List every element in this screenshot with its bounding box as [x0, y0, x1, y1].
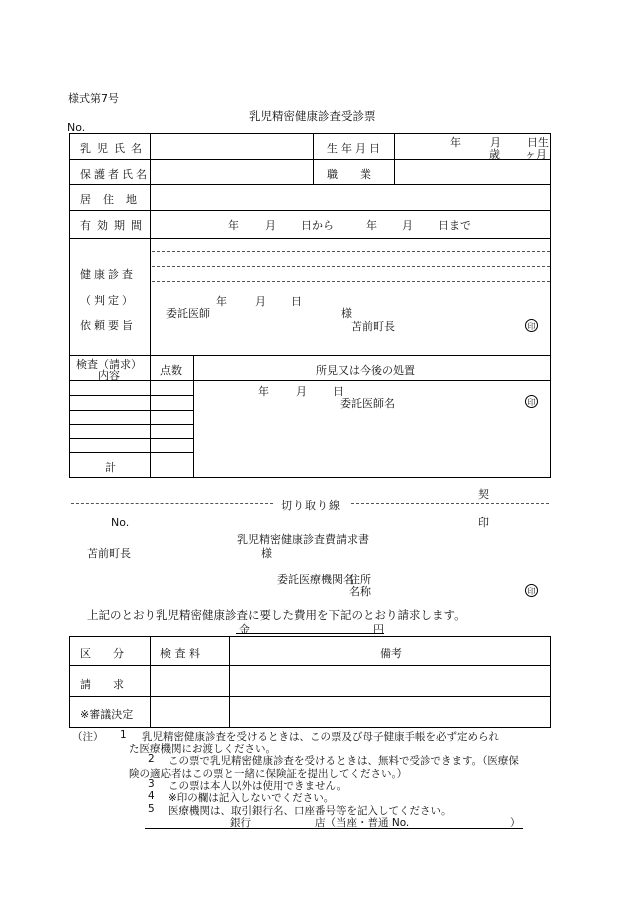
- judgement-label: （判定）: [80, 294, 136, 307]
- total-label: 計: [105, 461, 116, 474]
- review-row-label: ※審議決定: [80, 708, 134, 721]
- guardian-name-field[interactable]: [150, 162, 312, 182]
- remarks-header: 備考: [380, 647, 402, 660]
- residence-label: 居住地: [80, 193, 149, 206]
- infant-name-field[interactable]: [150, 138, 312, 158]
- exam-content-header: 検査（請求）: [76, 358, 142, 371]
- residence-field[interactable]: [150, 187, 550, 208]
- claim-fee-field[interactable]: [151, 667, 228, 695]
- note-4: ※印の欄は記入しないでください。: [168, 792, 335, 804]
- findings-header: 所見又は今後の処置: [316, 364, 415, 377]
- form-title: 乳児精密健康診査受診票: [249, 109, 376, 123]
- request-details-field[interactable]: [152, 240, 550, 280]
- guardian-name-label: 保護者氏名: [80, 168, 150, 181]
- claim-row-label: 請 求: [80, 678, 124, 691]
- form-no-label: No.: [67, 121, 86, 134]
- health-check-label: 健康診査: [80, 268, 136, 281]
- invoice-no-label: No.: [111, 516, 130, 529]
- exam-fee-header: 検 査 料: [160, 647, 200, 660]
- cut-line-label: 切り取り線: [281, 499, 341, 512]
- claim-remarks-field[interactable]: [230, 667, 550, 695]
- seal-icon: 印: [525, 584, 538, 597]
- note-5: 医療機関は、取引銀行名、口座番号等を記入してください。: [168, 805, 452, 817]
- request-summary-label: 依頼要旨: [80, 319, 136, 332]
- points-header: 点数: [160, 364, 182, 377]
- birthdate-label: 生年月日: [327, 142, 383, 155]
- occupation-label: 職 業: [327, 168, 371, 181]
- seal-icon: 印: [525, 319, 538, 332]
- infant-name-label: 乳児氏名: [80, 142, 148, 155]
- note-1: 乳児精密健康診査を受けるときは、この票及び母子健康手帳を必ず定められ: [142, 731, 499, 743]
- category-header: 区 分: [80, 647, 124, 660]
- invoice-statement: 上記のとおり乳児精密健康診査に要した費用を下記のとおり請求します。: [87, 608, 466, 622]
- seal-icon: 印: [525, 395, 538, 408]
- note-3: この票は本人以外は使用できません。: [168, 780, 348, 792]
- note-2: この票で乳児精密健康診査を受けるときは、無料で受診できます。（医療保: [168, 755, 519, 767]
- form-number: 様式第7号: [68, 92, 119, 105]
- validity-label: 有効期間: [80, 219, 148, 232]
- invoice-title: 乳児精密健康診査費請求書: [237, 533, 369, 546]
